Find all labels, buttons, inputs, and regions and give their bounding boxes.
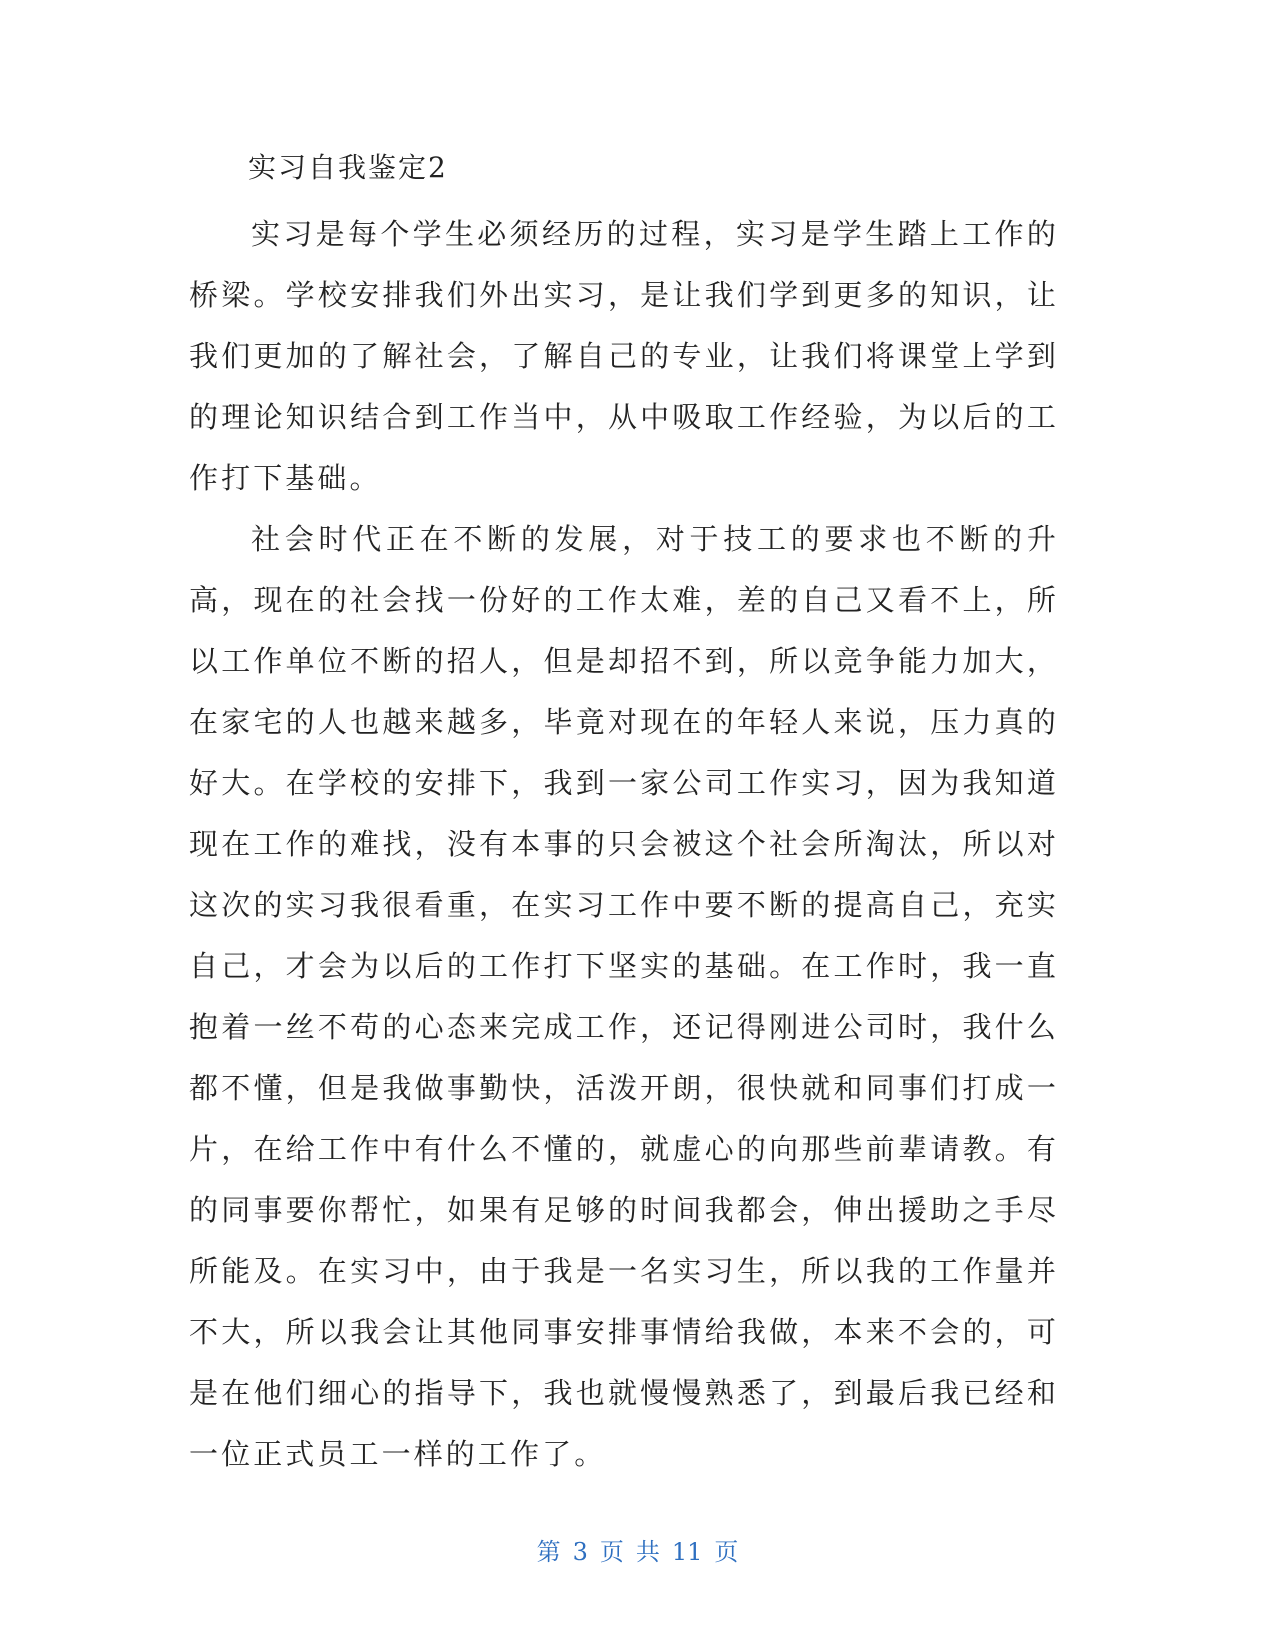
footer-total-pages: 11	[671, 1538, 703, 1566]
footer-page-prefix: 第	[536, 1538, 561, 1566]
paragraph-2: 社会时代正在不断的发展，对于技工的要求也不断的升高，现在的社会找一份好的工作太难，差的自己又看不上，所以工作单位不断的招人，但是却招不到，所以竞争能力加大，在家宅的人也越来越多，毕竟对现在的年轻人来说，压力真的好大。在学校的安排下，我到一家公司工作实习，因为我知道现在工作的难找，没有本事的只会被这个社会所淘汰，所以对这次的实习我很看重，在实习工作中要不断的提高自己，充实自己，才会为以后的工作打下坚实的基础。在工作时，我一直抱着一丝不苟的心态来完成工作，还记得刚进公司时，我什么都不懂，但是我做事勤快，活泼开朗，很快就和同事们打成一片，在给工作中有什么不懂的，就虚心的向那些前辈请教。有的同事要你帮忙，如果有足够的时间我都会，伸出援助之手尽所能及。在实习中，由于我是一名实习生，所以我的工作量并不大，所以我会让其他同事安排事情给我做，本来不会的，可是在他们细心的指导下，我也就慢慢熟悉了，到最后我已经和一位正式员工一样的工作了。	[189, 522, 1059, 1471]
page-footer	[0, 1536, 1275, 1568]
paragraph-1: 实习是每个学生必须经历的过程，实习是学生踏上工作的桥梁。学校安排我们外出实习，是让我们学到更多的知识，让我们更加的了解社会，了解自己的专业，让我们将课堂上学到的理论知识结合到工作当中，从中吸取工作经验，为以后的工作打下基础。	[189, 217, 1059, 495]
footer-current-page: 3	[572, 1538, 588, 1566]
document-body	[189, 204, 1059, 1485]
footer-page-suffix: 页	[714, 1538, 739, 1566]
footer-total-prefix: 共	[635, 1538, 660, 1566]
footer-page-word: 页	[599, 1538, 624, 1566]
document-heading: 实习自我鉴定2	[248, 151, 448, 184]
